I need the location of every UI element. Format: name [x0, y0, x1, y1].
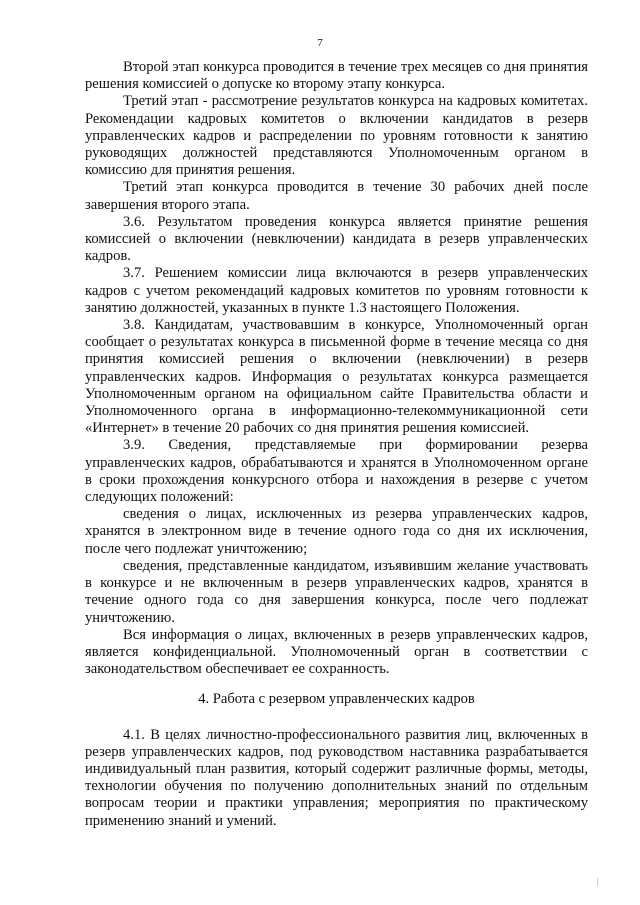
paragraph: 4.1. В целях личностно-профессионального развития лиц, включенных в резерв управленческих кадров, под руководством наставника разрабатывается индивидуальный план развития, который содержит различные формы, методы, технологии обучения по получению дополнительных знаний по отдельным вопросам теории и практики управления; мероприятия по практическому применению знаний и умений.	[85, 726, 588, 829]
scan-mark	[597, 878, 598, 886]
paragraph: 3.9. Сведения, представляемые при формировании резерва управленческих кадров, обрабатываются и хранятся в Уполномоченном органе в сроки прохождения конкурсного отбора и нахождения в резерве с учетом следующих положений:	[85, 437, 588, 506]
paragraph: сведения о лицах, исключенных из резерва управленческих кадров, хранятся в электронном виде в течение одного года со дня их исключения, после чего подлежат уничтожению;	[85, 506, 588, 557]
page-number: 7	[317, 37, 323, 49]
paragraph: Вся информация о лицах, включенных в резерв управленческих кадров, является конфиденциальной. Уполномоченный орган в соответствии с законодательством обеспечивает ее сохранность.	[85, 626, 588, 678]
paragraph: Второй этап конкурса проводится в течение трех месяцев со дня принятия решения комиссией о допуске ко второму этапу конкурса.	[85, 59, 588, 93]
paragraph: 3.8. Кандидатам, участвовавшим в конкурсе, Уполномоченный орган сообщает о результатах конкурса в письменной форме в течение месяца со дня принятия комиссией решения о включении (невключении) в резерв управленческих кадров. Информация о результатах конкурса размещается Уполномоченным органом на официальном сайте Правительства области и Уполномоченного органа в информационно-телекоммуникационной сети «Интернет» в течение 20 рабочих со дня принятия решения комиссией.	[85, 317, 588, 437]
paragraph: 3.6. Результатом проведения конкурса является принятие решения комиссией о включении (невключении) кандидата в резерв управленческих кадров.	[85, 213, 588, 265]
paragraph: Третий этап конкурса проводится в течение 30 рабочих дней после завершения второго этапа.	[85, 179, 588, 213]
section-heading: 4. Работа с резервом управленческих кадров	[198, 691, 475, 708]
document-body	[85, 59, 588, 830]
paragraph: 3.7. Решением комиссии лица включаются в резерв управленческих кадров с учетом рекомендаций кадровых комитетов по уровням готовности к занятию должностей, указанных в пункте 1.3 настоящего Положения.	[85, 265, 588, 316]
paragraph: Третий этап - рассмотрение результатов конкурса на кадровых комитетах. Рекомендации кадровых комитетов о включении кандидатов в резерв управленческих кадров и распределении по уровням готовности к занятию руководящих должностей представляются Уполномоченным органом в комиссию для принятия решения.	[85, 93, 588, 179]
paragraph: сведения, представленные кандидатом, изъявившим желание участвовать в конкурсе и не включенным в резерв управленческих кадров, хранятся в течение одного года со дня завершения конкурса, после чего подлежат уничтожению.	[85, 557, 588, 626]
